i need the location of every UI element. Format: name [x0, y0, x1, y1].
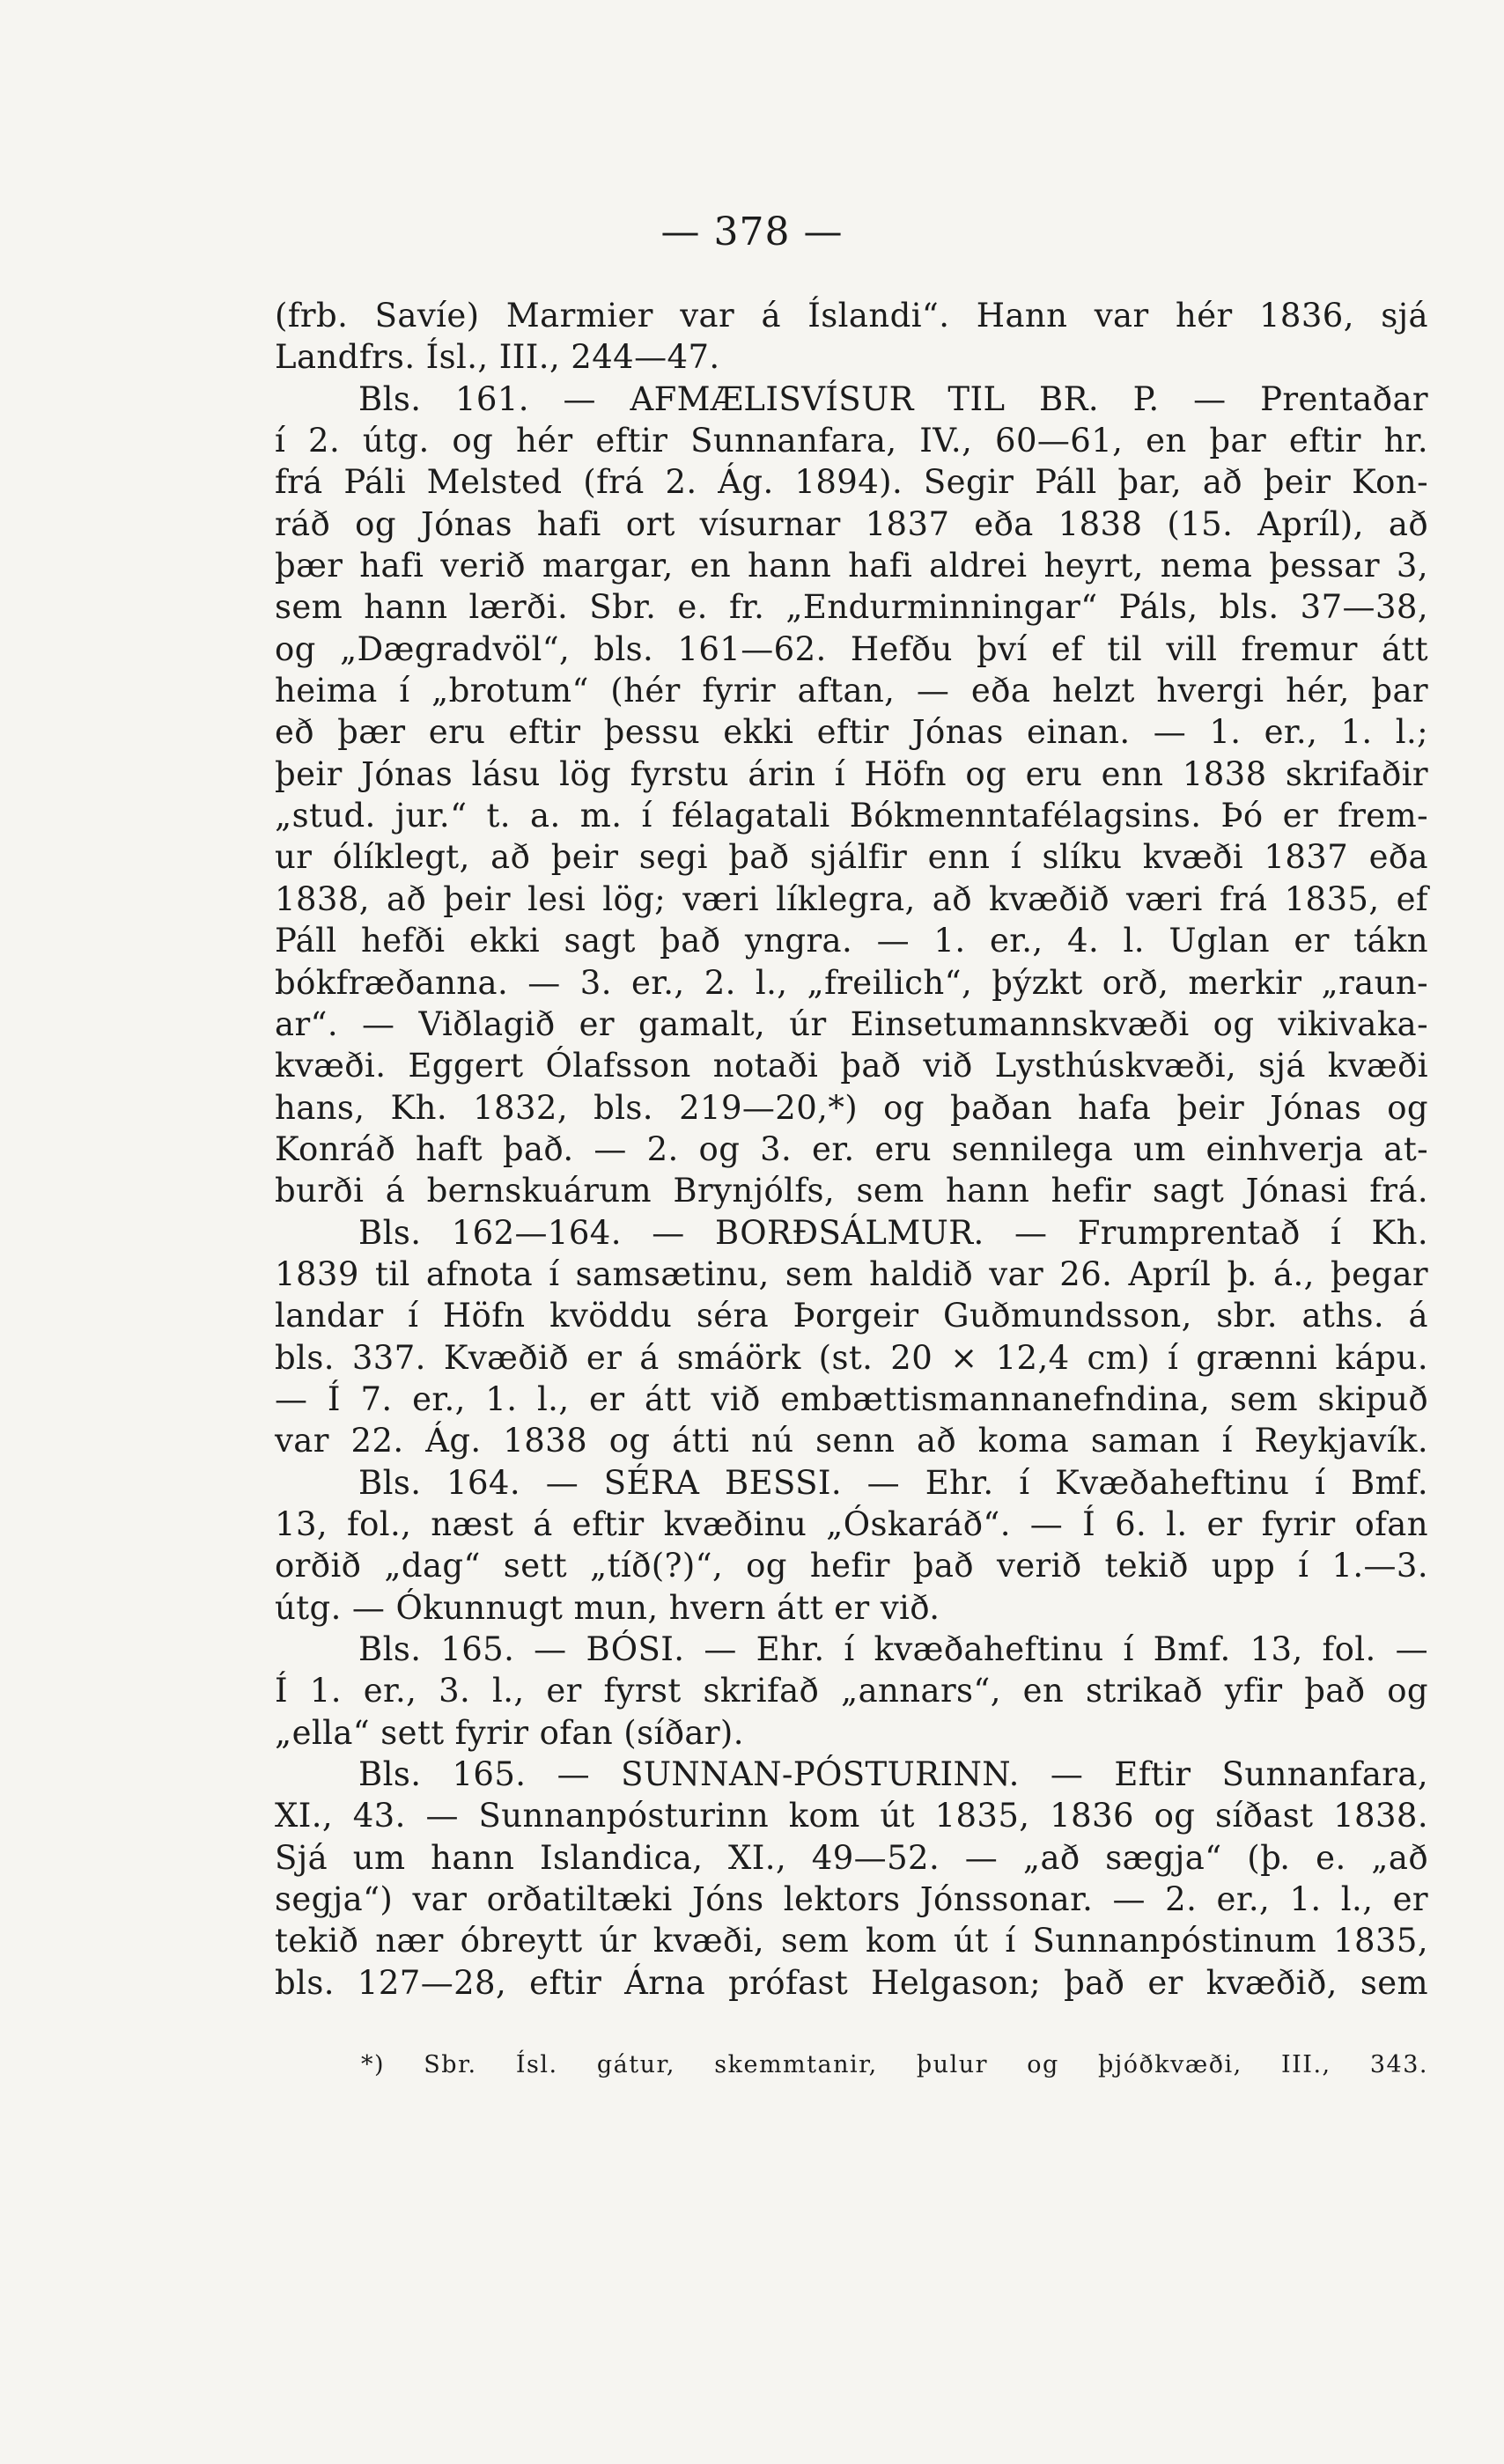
section-heading-line: Bls. 165. — SUNNAN-PÓSTURINN. — Eftir Sunnanfara, [358, 1755, 1428, 1794]
text-line: frá Páli Melsted (frá 2. Ág. 1894). Segir Páll þar, að þeir Kon- [275, 463, 1428, 502]
text-line: og „Dægradvöl“, bls. 161—62. Hefðu því ef til vill fremur átt [275, 629, 1428, 668]
section-heading-line: Bls. 165. — BÓSI. — Ehr. í kvæðaheftinu í Bmf. 13, fol. — [358, 1630, 1428, 1668]
section-heading-line: Bls. 162—164. — BORÐSÁLMUR. — Frumprentað í Kh. [358, 1213, 1428, 1252]
text-line: Sjá um hann Islandica, XI., 49—52. — „að sægja“ (þ. e. „að [275, 1838, 1428, 1877]
text-line: Konráð haft það. — 2. og 3. er. eru sennilega um einhverja at- [275, 1129, 1428, 1168]
text-line: „ella“ sett fyrir ofan (síðar). [275, 1713, 744, 1752]
footnote: *) Sbr. Ísl. gátur, skemmtanir, þulur og þjóðkvæði, III., 343. [361, 2051, 1428, 2078]
text-line: bls. 337. Kvæðið er á smáörk (st. 20 × 12,4 cm) í grænni kápu. [275, 1338, 1428, 1377]
text-line: 1839 til afnota í samsætinu, sem haldið var 26. Apríl þ. á., þegar [275, 1254, 1428, 1293]
text-line: útg. — Ókunnugt mun, hvern átt er við. [275, 1588, 940, 1627]
text-line: 13, fol., næst á eftir kvæðinu „Óskaráð“. — Í 6. l. er fyrir ofan [275, 1504, 1428, 1543]
text-line: Í 1. er., 3. l., er fyrst skrifað „annars“, en strikað yfir það og [275, 1672, 1428, 1710]
text-line: tekið nær óbreytt úr kvæði, sem kom út í Sunnanpóstinum 1835, [275, 1922, 1428, 1960]
text-line: sem hann lærði. Sbr. e. fr. „Endurminningar“ Páls, bls. 37—38, [275, 588, 1428, 627]
section-heading-line: Bls. 161. — AFMÆLISVÍSUR TIL BR. P. — Prentaðar [358, 379, 1428, 418]
body-text [275, 295, 1428, 2004]
text-line: ur ólíklegt, að þeir segi það sjálfir enn í slíku kvæði 1837 eða [275, 838, 1428, 877]
text-line: ar“. — Viðlagið er gamalt, úr Einsetumannskvæði og vikivaka- [275, 1004, 1428, 1043]
text-line: XI., 43. — Sunnanpósturinn kom út 1835, 1836 og síðast 1838. [275, 1797, 1428, 1835]
text-line: hans, Kh. 1832, bls. 219—20,*) og þaðan hafa þeir Jónas og [275, 1088, 1428, 1127]
page-number: — 378 — [660, 210, 844, 254]
text-line: eð þær eru eftir þessu ekki eftir Jónas einan. — 1. er., 1. l.; [275, 713, 1428, 752]
text-line: orðið „dag“ sett „tíð(?)“, og hefir það verið tekið upp í 1.—3. [275, 1547, 1428, 1585]
text-line: Páll hefði ekki sagt það yngra. — 1. er., 4. l. Uglan er tákn [275, 922, 1428, 960]
text-line: ráð og Jónas hafi ort vísurnar 1837 eða 1838 (15. Apríl), að [275, 504, 1428, 543]
text-line: þær hafi verið margar, en hann hafi aldrei heyrt, nema þessar 3, [275, 547, 1428, 585]
text-line: „stud. jur.“ t. a. m. í félagatali Bókmenntafélagsins. Þó er frem- [275, 797, 1428, 835]
text-line: Landfrs. Ísl., III., 244—47. [275, 338, 720, 377]
text-line: burði á bernskuárum Brynjólfs, sem hann hefir sagt Jónasi frá. [275, 1172, 1428, 1210]
text-line: þeir Jónas lásu lög fyrstu árin í Höfn og eru enn 1838 skrifaðir [275, 754, 1428, 793]
text-line: bókfræðanna. — 3. er., 2. l., „freilich“, þýzkt orð, merkir „raun- [275, 963, 1428, 1002]
text-line: var 22. Ág. 1838 og átti nú senn að koma saman í Reykjavík. [275, 1422, 1428, 1460]
text-line: (frb. Savíe) Marmier var á Íslandi“. Hann var hér 1836, sjá [275, 297, 1428, 335]
section-heading-line: Bls. 164. — SÉRA BESSI. — Ehr. í Kvæðaheftinu í Bmf. [358, 1463, 1428, 1502]
text-line: — Í 7. er., 1. l., er átt við embættismannanefndina, sem skipuð [275, 1379, 1428, 1418]
text-line: bls. 127—28, eftir Árna prófast Helgason; það er kvæðið, sem [275, 1963, 1428, 2002]
text-line: í 2. útg. og hér eftir Sunnanfara, IV., 60—61, en þar eftir hr. [275, 422, 1428, 460]
text-line: landar í Höfn kvöddu séra Þorgeir Guðmundsson, sbr. aths. á [275, 1297, 1428, 1335]
text-line: segja“) var orðatiltæki Jóns lektors Jónssonar. — 2. er., 1. l., er [275, 1880, 1428, 1919]
text-line: 1838, að þeir lesi lög; væri líklegra, að kvæðið væri frá 1835, ef [275, 879, 1428, 918]
text-line: heima í „brotum“ (hér fyrir aftan, — eða helzt hvergi hér, þar [275, 672, 1428, 710]
text-line: kvæði. Eggert Ólafsson notaði það við Lysthúskvæði, sjá kvæði [275, 1047, 1428, 1085]
